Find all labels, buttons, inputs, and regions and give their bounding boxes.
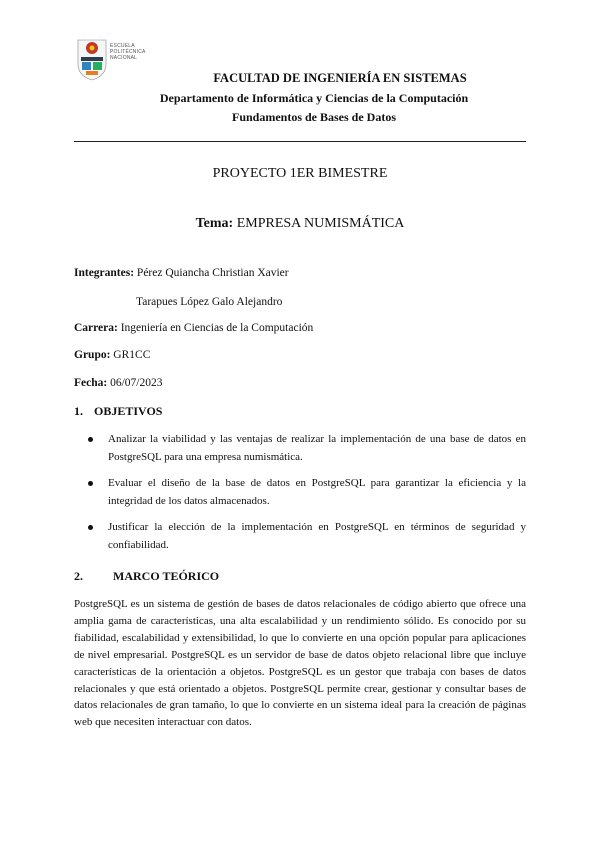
carrera-field: [74, 322, 313, 334]
department-heading: Departamento de Informática y Ciencias de la Computación: [159, 91, 469, 105]
faculty-heading: FACULTAD DE INGENIERÍA EN SISTEMAS: [213, 71, 467, 85]
tema-line: [0, 216, 600, 232]
bullet-icon: [88, 437, 93, 442]
integrantes-field: [74, 267, 289, 279]
integrante-2: Tarapues López Galo Alejandro: [136, 296, 283, 308]
header-divider: [74, 141, 526, 142]
list-item: Analizar la viabilidad y las ventajas de realizar la implementación de una base de datos en PostgreSQL para una empresa numismática.: [74, 430, 526, 466]
objectives-list: [74, 430, 526, 562]
carrera-label: Carrera:: [74, 322, 118, 334]
section-title: MARCO TEÓRICO: [113, 569, 220, 583]
fecha-label: Fecha:: [74, 377, 108, 389]
grupo-field: [74, 349, 150, 361]
bullet-icon: [88, 525, 93, 530]
list-item: Justificar la elección de la implementación en PostgreSQL en términos de seguridad y confiabilidad.: [74, 518, 526, 554]
bullet-icon: [88, 481, 93, 486]
fecha-value: 06/07/2023: [110, 377, 163, 389]
tema-value: EMPRESA NUMISMÁTICA: [236, 216, 405, 231]
grupo-label: Grupo:: [74, 349, 111, 361]
section-objetivos-heading: [74, 404, 162, 419]
integrantes-label: Integrantes:: [74, 267, 135, 279]
section-marco-heading: [74, 569, 219, 584]
logo-text: ESCUELA POLITÉCNICA NACIONAL: [110, 43, 146, 61]
list-item: Evaluar el diseño de la base de datos en PostgreSQL para garantizar la eficiencia y la integridad de los datos almacenados.: [74, 474, 526, 510]
tema-label: Tema:: [195, 216, 234, 231]
section-number: 1.: [74, 404, 83, 418]
integrante-1: Pérez Quiancha Christian Xavier: [136, 267, 289, 279]
grupo-value: GR1CC: [113, 349, 151, 361]
course-heading: Fundamentos de Bases de Datos: [231, 110, 396, 124]
section-title: OBJETIVOS: [94, 404, 163, 418]
section-number: 2.: [74, 569, 83, 583]
carrera-value: Ingeniería en Ciencias de la Computación: [120, 322, 314, 334]
project-title: PROYECTO 1ER BIMESTRE: [212, 166, 388, 181]
fecha-field: [74, 377, 162, 389]
marco-paragraph: PostgreSQL es un sistema de gestión de bases de datos relacionales de código abierto que ofrece una amplia gama de características, una alta escalabilidad y un rendimiento sólido. Es conocido por su fiabilidad, escalabilidad y extensibilidad, lo que lo convierte en una opción popular para aplicaciones de nivel empresarial. PostgreSQL es un servidor de base de datos objeto relacional libre que incluye características de la orientación a objetos. PostgreSQL es un gestor que trabaja con bases de datos relacionales y que está orientado a objetos. PostgreSQL permite crear, gestionar y consultar bases de datos relacionales de gran tamaño, lo que lo convierte en un sistema ideal para la creación de páginas web que necesiten interactuar con datos.: [74, 598, 526, 729]
